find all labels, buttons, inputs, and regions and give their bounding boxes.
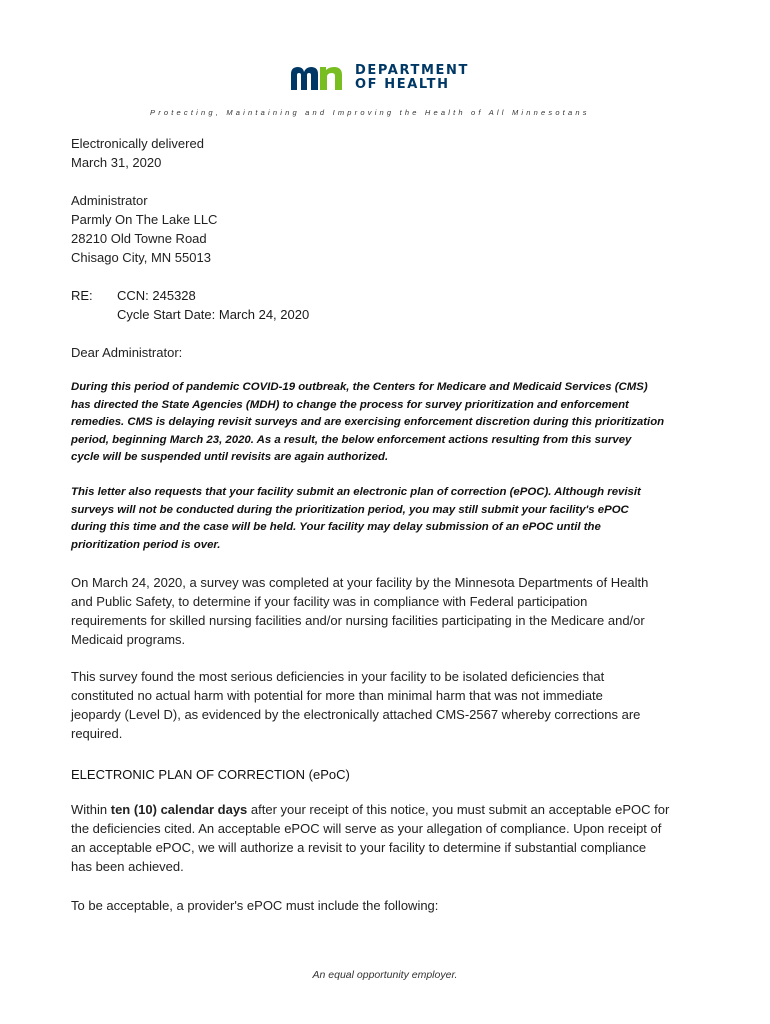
paragraph-line: requirements for skilled nursing facilities and/or nursing facilities participating in the Medicare and/or bbox=[71, 613, 645, 628]
notice-line: during this time and the case will be held. Your facility may delay submission of an ePOC until the bbox=[71, 521, 601, 533]
address-block bbox=[71, 191, 711, 267]
salutation: Dear Administrator: bbox=[71, 345, 183, 360]
text-fragment: Within bbox=[71, 802, 111, 817]
covid-notice bbox=[71, 379, 711, 467]
logo-line-2: OF HEALTH bbox=[355, 77, 450, 92]
survey-paragraph bbox=[71, 573, 711, 649]
logo-line-1: DEPARTMENT bbox=[355, 63, 469, 78]
delivery-block bbox=[71, 134, 711, 172]
epoc-notice bbox=[71, 484, 711, 554]
notice-line: has directed the State Agencies (MDH) to change the process for survey prioritization and enforcement bbox=[71, 398, 629, 411]
mdh-logo bbox=[289, 64, 469, 92]
address-line: Parmly On The Lake LLC bbox=[71, 212, 218, 227]
notice-line: surveys will not be conducted during the prioritization period, you may still submit your facility's ePOC bbox=[71, 503, 629, 516]
address-line: Administrator bbox=[71, 193, 148, 208]
notice-line: This letter also requests that your facility submit an electronic plan of correction (ePOC). Although revisit bbox=[71, 486, 641, 498]
notice-line: remedies. CMS is delaying revisit surveys and are exercising enforcement discretion during this prioritization bbox=[71, 416, 665, 428]
paragraph-line bbox=[71, 800, 711, 819]
epoc-paragraph bbox=[71, 800, 711, 876]
re-label: RE: bbox=[71, 288, 93, 303]
letter-date: March 31, 2020 bbox=[71, 155, 162, 170]
notice-line: During this period of pandemic COVID-19 outbreak, the Centers for Medicare and Medicaid Services (CMS) bbox=[71, 381, 648, 393]
mn-logo-icon bbox=[289, 64, 349, 92]
ccn: CCN: 245328 bbox=[117, 288, 196, 303]
tagline: Protecting, Maintaining and Improving the Health of All Minnesotans bbox=[150, 108, 590, 117]
section-heading: ELECTRONIC PLAN OF CORRECTION (ePoC) bbox=[71, 767, 350, 782]
notice-line: prioritization period is over. bbox=[71, 538, 221, 551]
address-line: Chisago City, MN 55013 bbox=[71, 250, 211, 265]
notice-line: cycle will be suspended until revisits are again authorized. bbox=[71, 451, 389, 463]
delivery-method: Electronically delivered bbox=[71, 136, 204, 151]
deadline-emphasis: ten (10) calendar days bbox=[110, 802, 248, 817]
paragraph-line: the deficiencies cited. An acceptable ePOC will serve as your allegation of compliance. Upon receipt of bbox=[71, 821, 662, 836]
deficiency-paragraph bbox=[71, 667, 711, 743]
paragraph-line: On March 24, 2020, a survey was completed at your facility by the Minnesota Departments of Health bbox=[71, 575, 649, 590]
footer: An equal opportunity employer. bbox=[312, 969, 458, 981]
cycle-start-date: Cycle Start Date: March 24, 2020 bbox=[117, 307, 310, 322]
notice-line: period, beginning March 23, 2020. As a result, the below enforcement actions resulting from this survey bbox=[71, 433, 632, 446]
text-fragment: after your receipt of this notice, you must submit an acceptable ePOC for bbox=[247, 802, 670, 817]
paragraph-line: and Public Safety, to determine if your facility was in compliance with Federal participation bbox=[71, 594, 588, 609]
paragraph-line: jeopardy (Level D), as evidenced by the electronically attached CMS-2567 whereby corrections are bbox=[71, 707, 641, 722]
address-line: 28210 Old Towne Road bbox=[71, 231, 207, 246]
paragraph-line: an acceptable ePOC, we will authorize a revisit to your facility to determine if substantial compliance bbox=[71, 840, 647, 855]
paragraph-line: Medicaid programs. bbox=[71, 632, 186, 647]
re-details bbox=[117, 286, 309, 324]
paragraph-line: This survey found the most serious deficiencies in your facility to be isolated deficiencies that bbox=[71, 669, 605, 684]
paragraph-line: required. bbox=[71, 726, 123, 741]
paragraph-line: has been achieved. bbox=[71, 859, 184, 874]
paragraph-line: constituted no actual harm with potential for more than minimal harm that was not immediate bbox=[71, 688, 603, 703]
requirements-intro: To be acceptable, a provider's ePOC must include the following: bbox=[71, 898, 439, 913]
